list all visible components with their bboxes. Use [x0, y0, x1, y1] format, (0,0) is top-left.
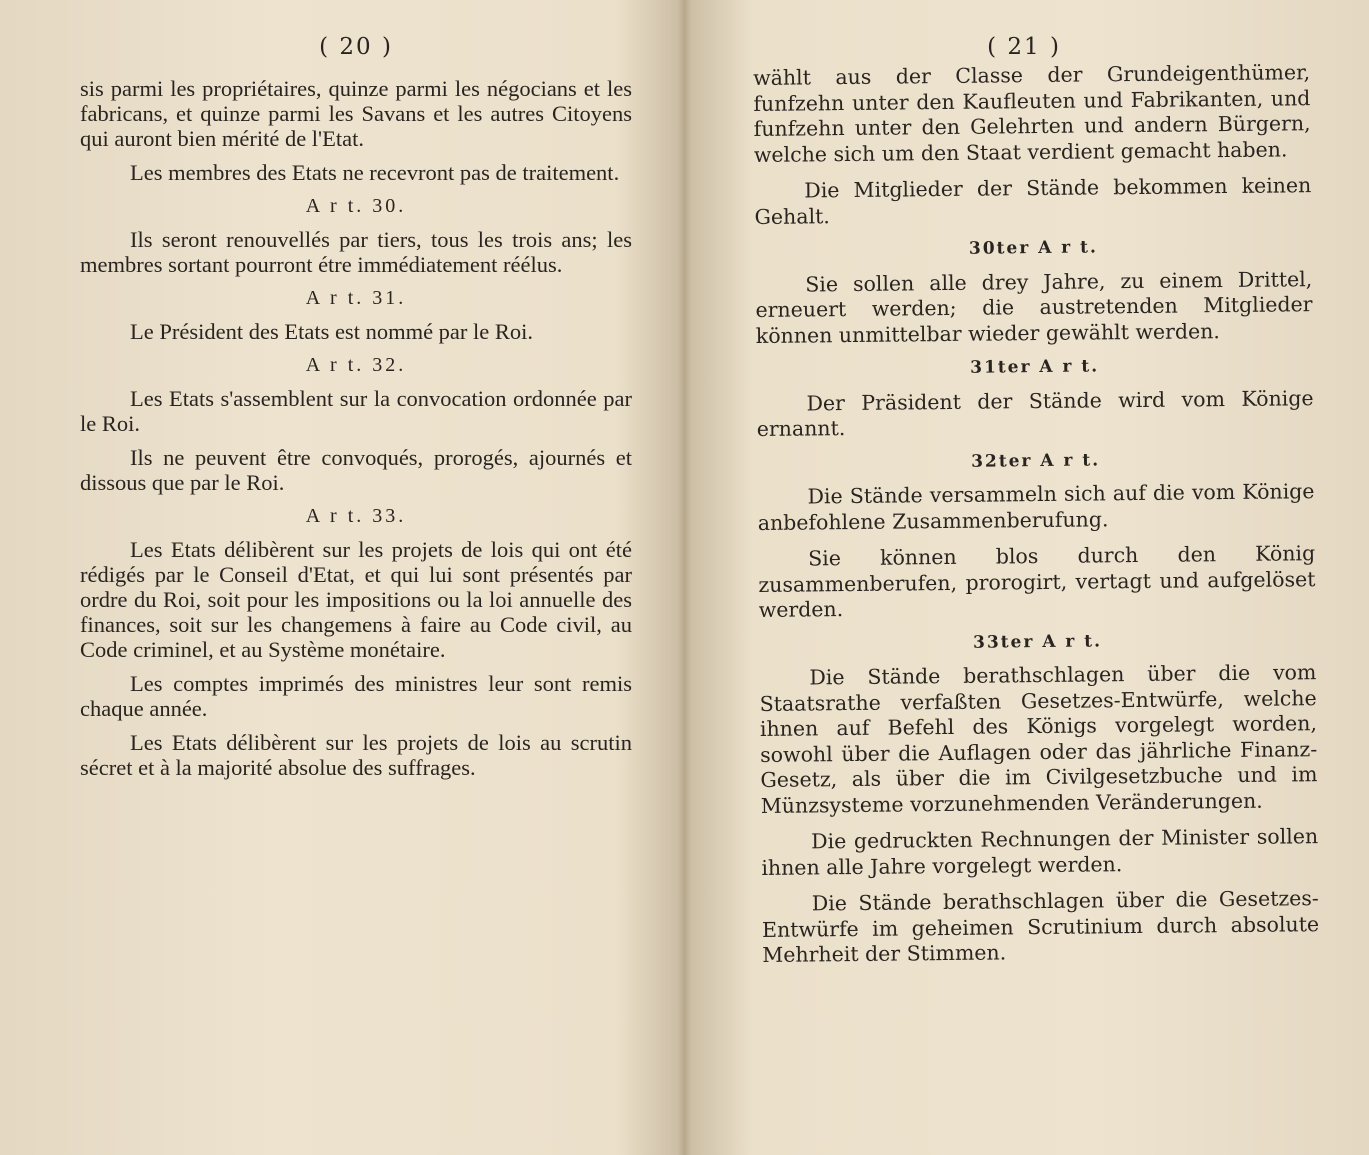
article-heading: 30ter A r t. — [968, 237, 1099, 259]
right-page — [686, 0, 1369, 1155]
page-number: ( 20 ) — [319, 34, 393, 60]
paragraph: Sie können blos durch den König zusammenberufen, prorogirt, vertagt und aufgelöset werden. — [758, 541, 1316, 622]
french-text — [80, 76, 632, 780]
paragraph: Les membres des Etats ne recevront pas de traitement. — [130, 160, 620, 185]
paragraph: Les Etats délibèrent sur les projets de lois au scrutin sécret et à la majorité absolue des suffrages. — [80, 730, 632, 780]
paragraph: Die gedruckten Rechnungen der Minister sollen ihnen alle Jahre vorgelegt werden. — [761, 824, 1319, 880]
article-heading: A r t. 30. — [305, 195, 407, 217]
article-heading: 33ter A r t. — [972, 630, 1103, 653]
paragraph: Les Etats délibèrent sur les projets de lois qui ont été rédigés par le Conseil d'Etat, et qui lui sont présentés par ordre du Roi, soit pour les impositions ou la loi annuelle des finances, soit sur les changemens à faire au Code civil, au Code criminel, et au Système monétaire. — [80, 537, 632, 662]
article-heading: 32ter A r t. — [971, 449, 1101, 472]
paragraph: sis parmi les propriétaires, quinze parmi les négocians et les fabricans, et quinze parmi les Savans et les autres Citoyens qui auront bien mérité de l'Etat. — [80, 76, 632, 151]
article-heading: A r t. 32. — [305, 354, 407, 376]
article-heading: A r t. 31. — [305, 287, 407, 309]
paragraph: Der Präsident der Stände wird vom Könige ernannt. — [756, 385, 1314, 441]
paragraph: Sie sollen alle drey Jahre, zu einem Drittel, erneuert werden; die austretenden Mitglieder können unmittelbar wieder gewählt werden. — [755, 266, 1313, 348]
paragraph: Les comptes imprimés des ministres leur sont remis chaque année. — [80, 671, 632, 721]
paragraph: Die Stände versammeln sich auf die vom Könige anbefohlene Zusammenberufung. — [757, 479, 1315, 535]
paragraph: wählt aus der Classe der Grundeigenthümer, funfzehn unter den Kaufleuten und Fabrikanten, und funfzehn unter den Gelehrten und andern Bürgern, welche sich um den Staat verdient gemacht haben. — [753, 60, 1311, 167]
paragraph: Die Stände berathschlagen über die Gesetzes-Entwürfe im geheimen Scrutinium durch absolute Mehrheit der Stimmen. — [761, 886, 1320, 967]
left-page — [0, 0, 684, 1155]
article-heading: A r t. 33. — [305, 505, 407, 527]
german-text — [753, 60, 1319, 968]
paragraph: Ils ne peuvent être convoqués, prorogés, ajournés et dissous que par le Roi. — [80, 445, 632, 495]
paragraph: Die Stände berathschlagen über die vom Staatsrathe verfaßten Gesetzes-Entwürfe, welche ihnen auf Befehl des Königs vorgelegt worden, sowohl über die Auflagen oder das jährliche Finanz-Gesetz, als über die im Civilgesetzbuche und im Münzsysteme vorzunehmenden Veränderungen. — [759, 660, 1318, 818]
page-number: ( 21 ) — [987, 34, 1061, 60]
paragraph: Le Président des Etats est nommé par le Roi. — [130, 319, 534, 344]
article-heading: 31ter A r t. — [970, 356, 1100, 378]
paragraph: Die Mitglieder der Stände bekommen keinen Gehalt. — [754, 173, 1312, 229]
paragraph: Les Etats s'assemblent sur la convocation ordonnée par le Roi. — [80, 386, 632, 436]
paragraph: Ils seront renouvellés par tiers, tous les trois ans; les membres sortant pourront étre immédiatement réélus. — [80, 227, 632, 277]
